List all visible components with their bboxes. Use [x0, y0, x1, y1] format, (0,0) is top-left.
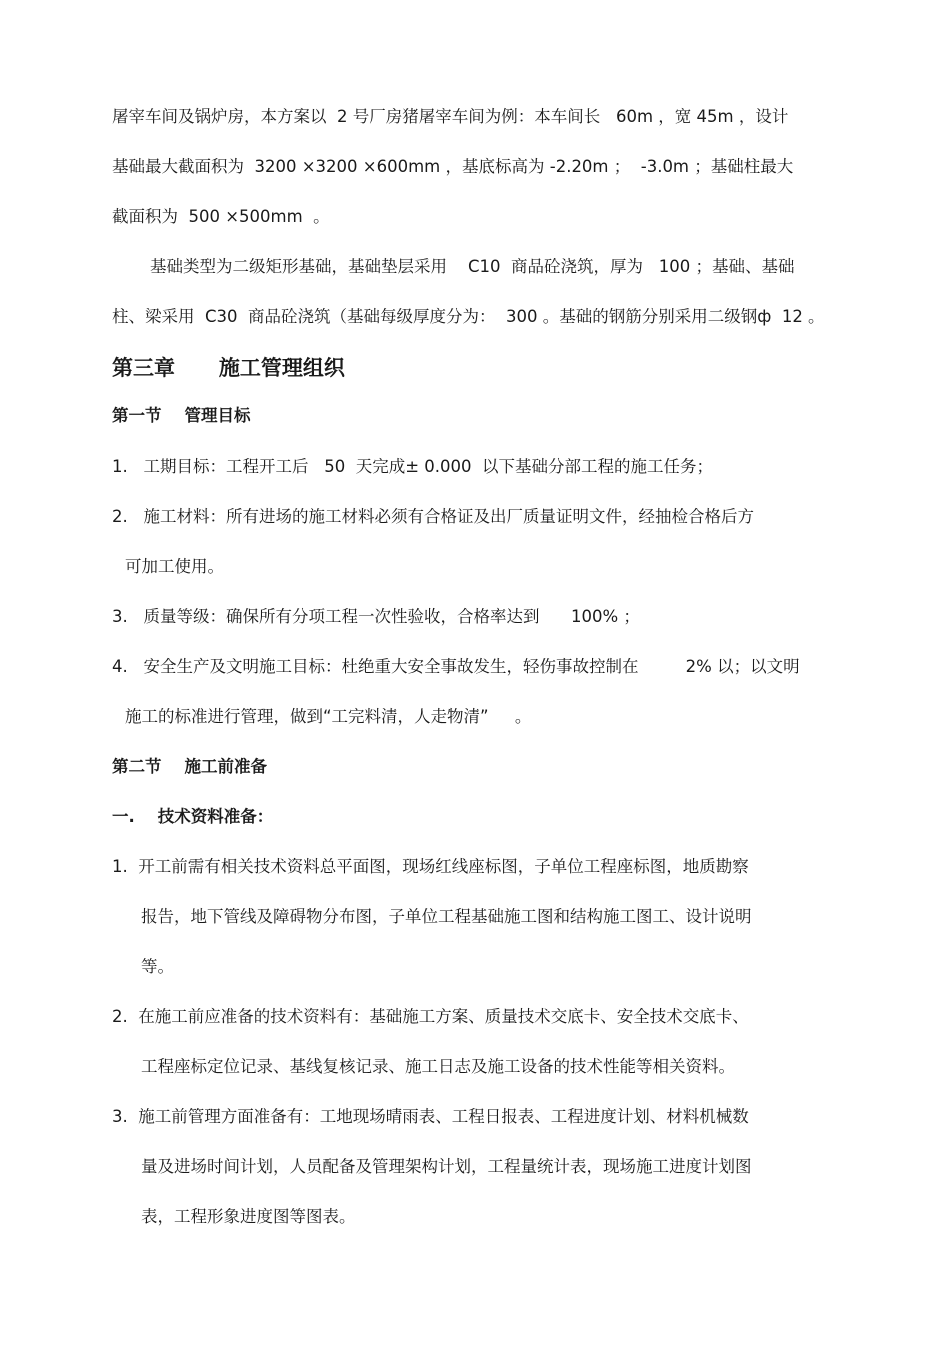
- prep-item-3: 3. 施工前管理方面准备有：工地现场晴雨表、工程日报表、工程进度计划、材料机械数: [112, 1107, 749, 1126]
- intro-line-3: 截面积为 500 ×500mm 。: [112, 207, 330, 226]
- goal-item-4-cont: 施工的标准进行管理，做到“工完料清，人走物清” 。: [125, 707, 532, 726]
- intro-line-2: 基础最大截面积为 3200 ×3200 ×600mm ，基底标高为 -2.20m ； -3.0m ；基础柱最大: [112, 157, 794, 176]
- goal-item-4: 4. 安全生产及文明施工目标：杜绝重大安全事故发生，轻伤事故控制在 2% 以；以文明: [112, 657, 800, 676]
- goal-item-2-cont: 可加工使用。: [125, 557, 224, 576]
- prep-item-1: 1. 开工前需有相关技术资料总平面图，现场红线座标图，子单位工程座标图，地质勘察: [112, 857, 749, 876]
- intro-line-4: 基础类型为二级矩形基础，基础垫层采用 C10 商品砼浇筑，厚为 100 ；基础、基础: [150, 257, 795, 276]
- prep-item-1-cont2: 等。: [141, 957, 174, 976]
- prep-item-1-cont: 报告，地下管线及障碍物分布图，子单位工程基础施工图和结构施工图工、设计说明: [141, 907, 752, 926]
- chapter-title: 第三章 施工管理组织: [112, 356, 345, 380]
- subsection-tech-docs: 一. 技术资料准备：: [112, 807, 274, 826]
- prep-item-2-cont: 工程座标定位记录、基线复核记录、施工日志及施工设备的技术性能等相关资料。: [141, 1057, 735, 1076]
- goal-item-2: 2. 施工材料：所有进场的施工材料必须有合格证及出厂质量证明文件，经抽检合格后方: [112, 507, 754, 526]
- goal-item-1: 1. 工期目标：工程开工后 50 天完成± 0.000 以下基础分部工程的施工任务；: [112, 457, 713, 476]
- section2-title: 第二节 施工前准备: [112, 757, 267, 776]
- intro-line-5: 柱、梁采用 C30 商品砼浇筑（基础每级厚度分为： 300 。基础的钢筋分别采用二级钢ф 12 。: [112, 307, 825, 326]
- section1-title: 第一节 管理目标: [112, 406, 251, 425]
- prep-item-3-cont: 量及进场时间计划，人员配备及管理架构计划，工程量统计表，现场施工进度计划图: [141, 1157, 752, 1176]
- goal-item-3: 3. 质量等级：确保所有分项工程一次性验收，合格率达到 100% ；: [112, 607, 640, 626]
- prep-item-2: 2. 在施工前应准备的技术资料有：基础施工方案、质量技术交底卡、安全技术交底卡、: [112, 1007, 749, 1026]
- prep-item-3-cont2: 表，工程形象进度图等图表。: [141, 1207, 356, 1226]
- intro-line-1: 屠宰车间及锅炉房，本方案以 2 号厂房猪屠宰车间为例：本车间长 60m ，宽 45m ，设计: [112, 107, 789, 126]
